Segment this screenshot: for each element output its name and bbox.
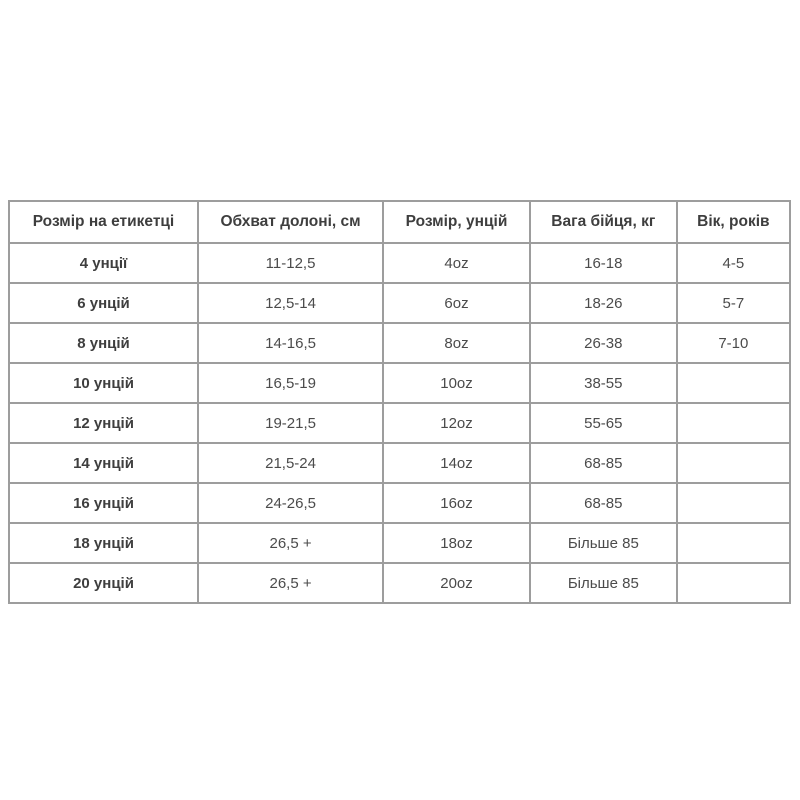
table-cell [677, 443, 790, 483]
table-row [9, 563, 790, 603]
table-cell [677, 403, 790, 443]
table-cell: 24-26,5 [198, 483, 383, 523]
glove-size-table-container [8, 200, 791, 604]
table-cell: 6oz [383, 283, 530, 323]
table-cell: 16-18 [530, 243, 677, 283]
table-cell: 5-7 [677, 283, 790, 323]
header-size-ounces: Розмір, унцій [383, 201, 530, 243]
table-cell: 21,5-24 [198, 443, 383, 483]
table-cell: 4oz [383, 243, 530, 283]
table-cell: 68-85 [530, 483, 677, 523]
table-cell [677, 523, 790, 563]
table-cell: 20oz [383, 563, 530, 603]
table-cell [677, 483, 790, 523]
table-cell: 26,5 + [198, 563, 383, 603]
header-palm-circumference: Обхват долоні, см [198, 201, 383, 243]
table-row [9, 483, 790, 523]
table-row [9, 443, 790, 483]
table-cell: 6 унцій [9, 283, 198, 323]
table-cell: 68-85 [530, 443, 677, 483]
table-cell: 14-16,5 [198, 323, 383, 363]
header-row [9, 201, 790, 243]
table-row [9, 523, 790, 563]
table-cell: Більше 85 [530, 523, 677, 563]
table-row [9, 323, 790, 363]
table-cell: 26-38 [530, 323, 677, 363]
table-cell: 4 унції [9, 243, 198, 283]
table-cell: 55-65 [530, 403, 677, 443]
table-cell: 14 унцій [9, 443, 198, 483]
table-row [9, 283, 790, 323]
glove-size-table [8, 200, 791, 604]
table-cell: 16,5-19 [198, 363, 383, 403]
table-row [9, 243, 790, 283]
table-cell: 20 унцій [9, 563, 198, 603]
table-cell: 18 унцій [9, 523, 198, 563]
table-row [9, 403, 790, 443]
table-cell: 26,5 + [198, 523, 383, 563]
table-cell: 7-10 [677, 323, 790, 363]
table-cell: 12 унцій [9, 403, 198, 443]
table-cell: 8 унцій [9, 323, 198, 363]
table-cell: 12,5-14 [198, 283, 383, 323]
table-cell: Більше 85 [530, 563, 677, 603]
table-cell: 38-55 [530, 363, 677, 403]
table-cell: 10oz [383, 363, 530, 403]
table-body [9, 243, 790, 603]
table-cell: 16 унцій [9, 483, 198, 523]
table-cell: 18-26 [530, 283, 677, 323]
header-fighter-weight: Вага бійця, кг [530, 201, 677, 243]
table-cell: 11-12,5 [198, 243, 383, 283]
table-cell [677, 563, 790, 603]
table-cell [677, 363, 790, 403]
table-row [9, 363, 790, 403]
table-cell: 10 унцій [9, 363, 198, 403]
table-cell: 16oz [383, 483, 530, 523]
table-cell: 8oz [383, 323, 530, 363]
table-cell: 12oz [383, 403, 530, 443]
header-size-label: Розмір на етикетці [9, 201, 198, 243]
table-cell: 4-5 [677, 243, 790, 283]
table-cell: 18oz [383, 523, 530, 563]
table-cell: 19-21,5 [198, 403, 383, 443]
table-cell: 14oz [383, 443, 530, 483]
header-age-years: Вік, років [677, 201, 790, 243]
